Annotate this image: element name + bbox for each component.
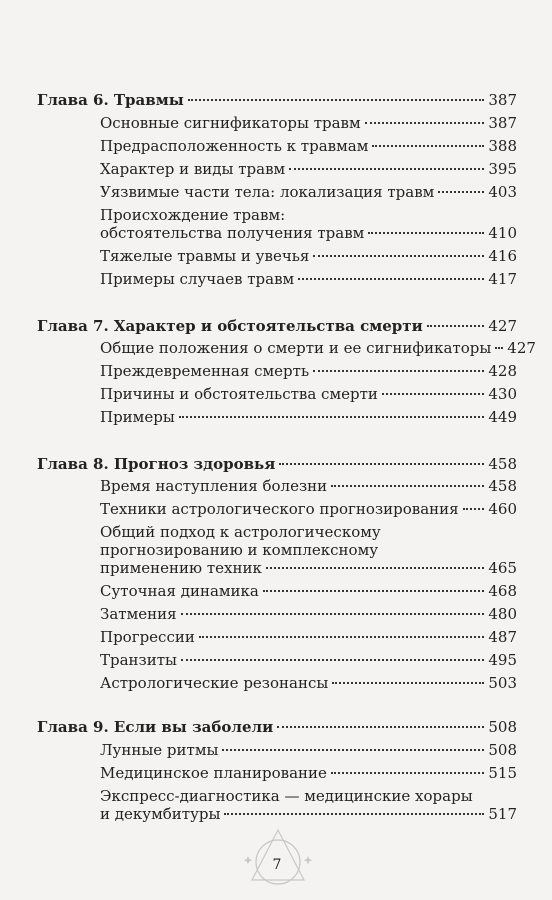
toc-entry	[100, 182, 517, 202]
leader-dots	[372, 145, 484, 147]
page-number: 458	[488, 455, 517, 473]
page-number: 515	[488, 764, 517, 782]
toc-entry	[100, 476, 517, 496]
page-number: 428	[488, 362, 517, 380]
leader-dots	[331, 772, 484, 774]
leader-dots	[438, 191, 484, 193]
entry-title: Основные сигнификаторы травм	[100, 114, 361, 132]
chapter-title: Глава 6. Травмы	[37, 91, 184, 109]
leader-dots	[495, 347, 503, 349]
entry-title: Затмения	[100, 605, 177, 623]
page-number: 503	[488, 674, 517, 692]
page-number: 495	[488, 651, 517, 669]
entry-title-line: Экспресс-диагностика — медицинские хорары	[100, 787, 473, 805]
entry-title: Причины и обстоятельства смерти	[100, 385, 378, 403]
page-number: 508	[488, 741, 517, 759]
chapter-9-heading	[37, 717, 517, 737]
toc-entry	[100, 604, 517, 624]
entry-title: применению техник	[100, 559, 262, 577]
toc-entry	[100, 407, 517, 427]
entry-title: обстоятельства получения травм	[100, 224, 365, 242]
page-number: 480	[488, 605, 517, 623]
leader-dots	[188, 99, 485, 101]
entry-title: Транзиты	[100, 651, 177, 669]
entry-title-line: Происхождение травм:	[100, 206, 286, 224]
leader-dots	[289, 168, 484, 170]
leader-dots	[463, 508, 485, 510]
page-number: 430	[488, 385, 517, 403]
toc-entry	[100, 269, 517, 289]
leader-dots	[279, 463, 484, 465]
page-number: 427	[488, 317, 517, 335]
leader-dots	[298, 278, 484, 280]
toc-entry	[100, 650, 517, 670]
chapter-8-heading	[37, 454, 517, 474]
page-folio: 7	[272, 857, 282, 873]
page-number: 460	[488, 500, 517, 518]
entry-title: Преждевременная смерть	[100, 362, 310, 380]
leader-dots	[382, 393, 484, 395]
entry-title: Техники астрологического прогнозирования	[100, 500, 459, 518]
toc-entry	[100, 136, 517, 156]
entry-title: Прогрессии	[100, 628, 195, 646]
page-number: 468	[488, 582, 517, 600]
entry-title-line: Общий подход к астрологическому	[100, 523, 381, 541]
toc-entry	[100, 673, 517, 693]
leader-dots	[179, 416, 485, 418]
entry-title: Астрологические резонансы	[100, 674, 329, 692]
leader-dots	[313, 255, 484, 257]
toc-entry	[100, 113, 517, 133]
page-number: 395	[488, 160, 517, 178]
entry-title: Общие положения о смерти и ее сигнификаторы	[100, 339, 492, 357]
page-number: 465	[488, 559, 517, 577]
leader-dots	[263, 590, 484, 592]
page-number: 458	[488, 477, 517, 495]
entry-title: и декумбитуры	[100, 805, 221, 823]
leader-dots	[222, 749, 484, 751]
leader-dots	[224, 813, 484, 815]
entry-title: Время наступления болезни	[100, 477, 328, 495]
toc-entry	[100, 499, 517, 519]
toc-entry	[100, 740, 517, 760]
toc-entry	[100, 558, 517, 578]
page-number: 427	[507, 339, 536, 357]
entry-title: Характер и виды травм	[100, 160, 286, 178]
toc-entry	[100, 338, 536, 358]
chapter-6-heading	[37, 90, 517, 110]
leader-dots	[277, 726, 484, 728]
toc-entry	[100, 223, 517, 243]
toc-entry	[100, 246, 517, 266]
page-number: 449	[488, 408, 517, 426]
leader-dots	[427, 325, 485, 327]
page-number: 387	[488, 91, 517, 109]
toc-entry	[100, 581, 517, 601]
entry-title: Примеры	[100, 408, 175, 426]
page-number: 387	[488, 114, 517, 132]
toc-entry	[100, 627, 517, 647]
leader-dots	[181, 613, 485, 615]
page-number: 403	[488, 183, 517, 201]
chapter-title: Глава 7. Характер и обстоятельства смерти	[37, 317, 423, 335]
chapter-title: Глава 8. Прогноз здоровья	[37, 455, 276, 473]
chapter-7-heading	[37, 316, 517, 336]
entry-title: Предрасположенность к травмам	[100, 137, 369, 155]
entry-title: Суточная динамика	[100, 582, 259, 600]
page-number: 487	[488, 628, 517, 646]
leader-dots	[199, 636, 485, 638]
page-number: 410	[488, 224, 517, 242]
toc-entry	[100, 763, 517, 783]
page-number: 388	[488, 137, 517, 155]
chapter-title: Глава 9. Если вы заболели	[37, 718, 274, 736]
page-number: 416	[488, 247, 517, 265]
entry-title: Уязвимые части тела: локализация травм	[100, 183, 435, 201]
leader-dots	[313, 370, 484, 372]
leader-dots	[368, 232, 484, 234]
leader-dots	[181, 659, 484, 661]
leader-dots	[365, 122, 485, 124]
toc-entry	[100, 159, 517, 179]
page-number: 517	[488, 805, 517, 823]
entry-title: Тяжелые травмы и увечья	[100, 247, 310, 265]
entry-title: Примеры случаев травм	[100, 270, 295, 288]
page-number: 508	[488, 718, 517, 736]
leader-dots	[266, 567, 485, 569]
toc-entry	[100, 361, 517, 381]
page-number: 417	[488, 270, 517, 288]
leader-dots	[332, 682, 484, 684]
entry-title: Лунные ритмы	[100, 741, 219, 759]
entry-title: Медицинское планирование	[100, 764, 327, 782]
entry-title-line: прогнозированию и комплексному	[100, 541, 379, 559]
toc-entry	[100, 384, 517, 404]
leader-dots	[331, 485, 484, 487]
